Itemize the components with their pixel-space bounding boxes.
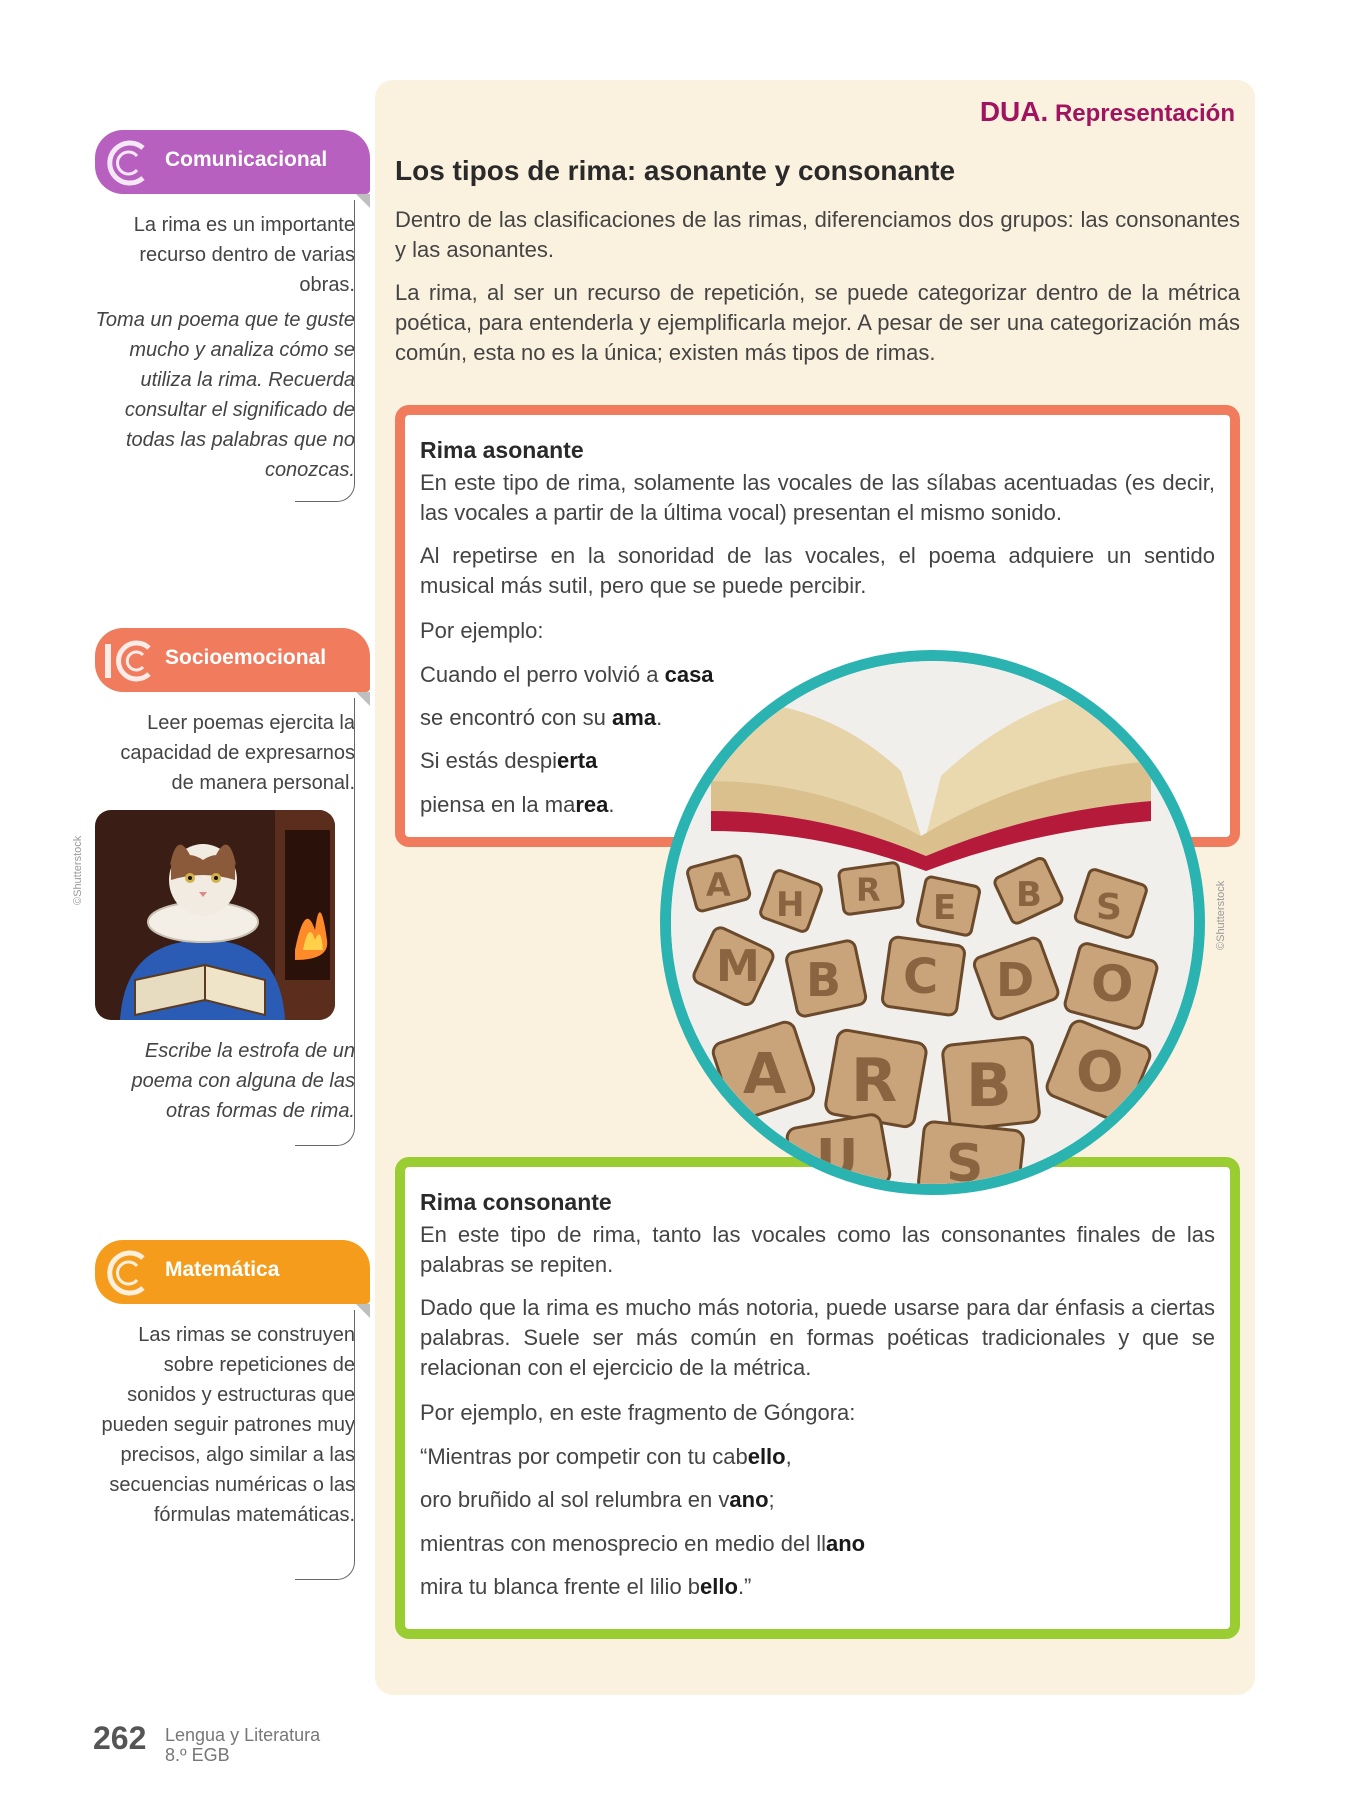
consonante-verse: “Mientras por competir con tu cabello, xyxy=(420,1444,792,1469)
intro-paragraph-2: La rima, al ser un recurso de repetición, se puede categorizar dentro de la métrica poética, para entenderla y ejemplificarla mejor. A pesar de ser una categorización más común, esta no es la única; existen más tipos de rimas. xyxy=(395,280,1240,365)
svg-text:R: R xyxy=(856,871,881,909)
matematica-text: Las rimas se construyen sobre repeticiones de sonidos y estructuras que pueden seguir patrones muy precisos, algo similar a las secuencias numéricas o las fórmulas matemáticas. xyxy=(101,1324,355,1526)
asonante-verse: piensa en la marea. xyxy=(420,792,615,817)
consonante-verse: oro bruñido al sol relumbra en vano; xyxy=(420,1487,775,1512)
socioemocional-bracket xyxy=(295,698,355,1146)
dua-label xyxy=(980,96,1235,128)
photo-credit-circle: ©Shutterstock xyxy=(1215,880,1227,950)
svg-text:U: U xyxy=(816,1129,859,1184)
svg-text:M: M xyxy=(716,941,760,992)
comunicacional-tab xyxy=(95,130,370,194)
svg-text:A: A xyxy=(743,1042,787,1107)
comunicacional-tab-label: Comunicacional xyxy=(165,148,328,171)
page-title: Los tipos de rima: asonante y consonante xyxy=(395,155,956,186)
asonante-paragraph-2: Al repetirse en la sonoridad de las vocales, el poema adquiere un sentido musical más sutil, pero que se puede percibir. xyxy=(420,543,1215,598)
comunicacional-bracket xyxy=(295,200,355,502)
book-and-letters-image xyxy=(660,650,1205,1195)
footer-subject-name: Lengua y Literatura xyxy=(165,1725,321,1745)
svg-text:S: S xyxy=(946,1134,984,1184)
footer-subject xyxy=(165,1725,320,1765)
asonante-paragraph-1: En este tipo de rima, solamente las vocales de las sílabas acentuadas (es decir, las vocales a partir de la última vocal) presentan el mismo sonido. xyxy=(420,470,1215,525)
socioemocional-tab xyxy=(95,628,370,692)
consonante-box xyxy=(395,1157,1240,1639)
c-letter-icon xyxy=(101,136,155,190)
comunicacional-text: La rima es un importante recurso dentro de varias obras. xyxy=(133,214,355,296)
intro-paragraph-1: Dentro de las clasificaciones de las rimas, diferenciamos dos grupos: las consonantes y las asonantes. xyxy=(395,207,1240,262)
matematica-tab-label: Matemática xyxy=(165,1258,280,1281)
svg-text:C: C xyxy=(903,949,939,1005)
matematica-tab xyxy=(95,1240,370,1304)
svg-text:B: B xyxy=(806,953,842,1007)
consonante-example-label: Por ejemplo, en este fragmento de Góngora: xyxy=(420,1400,856,1425)
consonante-paragraph-2: Dado que la rima es mucho más notoria, puede usarse para dar énfasis a ciertas palabras. Suele ser más común en formas poéticas tradicionales y que se relacionan con el ejercicio de la métrica. xyxy=(420,1295,1215,1380)
svg-text:H: H xyxy=(776,885,805,925)
consonante-verse: mientras con menosprecio en medio del llano xyxy=(420,1531,866,1556)
dua-label-text: Representación xyxy=(1054,100,1235,127)
svg-text:D: D xyxy=(996,953,1035,1007)
asonante-example-label: Por ejemplo: xyxy=(420,618,544,643)
svg-text:A: A xyxy=(706,866,731,904)
svg-text:B: B xyxy=(966,1051,1012,1121)
asonante-title: Rima asonante xyxy=(420,437,584,463)
footer-grade: 8.º EGB xyxy=(165,1745,230,1765)
matematica-bracket xyxy=(295,1310,355,1580)
consonante-verse: mira tu blanca frente el lilio bello.” xyxy=(420,1574,752,1599)
asonante-verse: Si estás despierta xyxy=(420,748,598,773)
asonante-verse: se encontró con su ama. xyxy=(420,705,663,730)
ic-letters-icon xyxy=(101,634,155,688)
svg-text:S: S xyxy=(1096,887,1122,928)
svg-text:O: O xyxy=(1091,955,1134,1013)
book-letters-illustration xyxy=(671,661,1194,1184)
svg-text:R: R xyxy=(851,1046,898,1116)
consonante-title: Rima consonante xyxy=(420,1189,612,1215)
socioemocional-tab-label: Socioemocional xyxy=(165,646,327,669)
consonante-paragraph-1: En este tipo de rima, tanto las vocales como las consonantes finales de las palabras se repiten. xyxy=(420,1222,1215,1277)
svg-text:O: O xyxy=(1076,1040,1124,1105)
page-number: 262 xyxy=(93,1720,147,1756)
c-letter-icon xyxy=(101,1246,155,1300)
svg-text:E: E xyxy=(933,888,957,928)
svg-text:B: B xyxy=(1016,875,1042,915)
comunicacional-activity: Toma un poema que te guste mucho y analiza cómo se utiliza la rima. Recuerda consultar el significado de todas las palabras que no conozcas. xyxy=(95,309,355,481)
socioemocional-text: Leer poemas ejercita la capacidad de expresarnos de manera personal. xyxy=(120,712,355,794)
photo-credit-cat: ©Shutterstock xyxy=(72,835,84,905)
socioemocional-activity: Escribe la estrofa de un poema con alguna de las otras formas de rima. xyxy=(131,1040,355,1122)
asonante-verse: Cuando el perro volvió a casa xyxy=(420,662,714,687)
dua-prefix: DUA. xyxy=(979,96,1049,127)
